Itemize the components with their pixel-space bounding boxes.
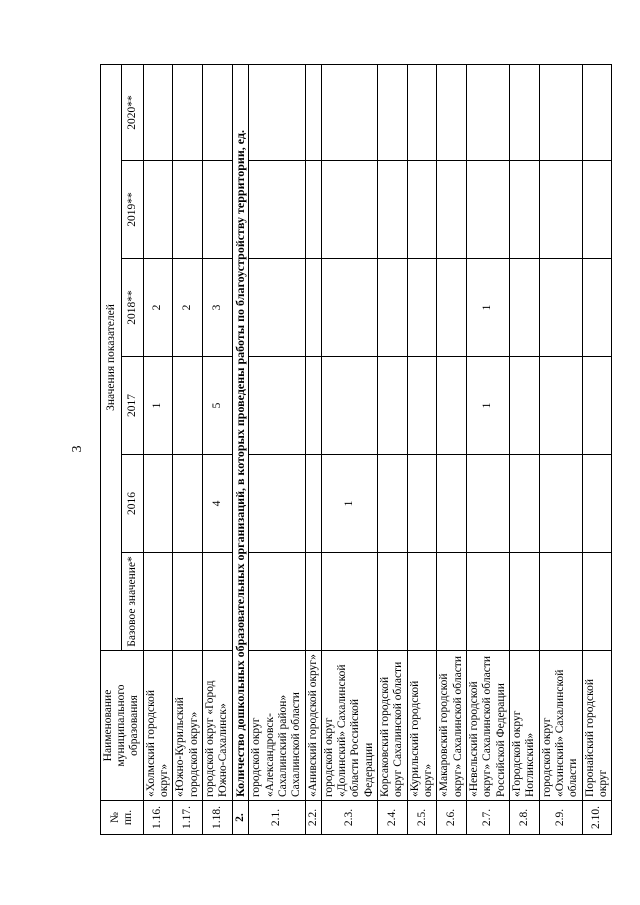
- cell-name: Поронайский городской округ: [582, 651, 612, 801]
- table-body-bottom: [249, 64, 612, 834]
- cell-num: 2.1.: [249, 801, 305, 835]
- cell-y2017: 1: [467, 357, 510, 455]
- cell-num: 2.2.: [305, 801, 321, 835]
- cell-base: [305, 553, 321, 651]
- cell-y2019: [582, 161, 612, 259]
- cell-y2019: [467, 161, 510, 259]
- header-2019: 2019**: [122, 161, 143, 259]
- cell-name: Корсаковский городской округ Сахалинской области: [378, 651, 408, 801]
- cell-y2018: [582, 259, 612, 357]
- cell-y2020: [582, 64, 612, 160]
- cell-y2019: [305, 161, 321, 259]
- cell-y2017: [305, 357, 321, 455]
- cell-y2016: [407, 455, 437, 553]
- cell-base: [143, 553, 173, 651]
- cell-base: [249, 553, 305, 651]
- table-row: [305, 64, 321, 834]
- cell-num: 2.5.: [407, 801, 437, 835]
- cell-y2016: [249, 455, 305, 553]
- table-body-top: [143, 64, 232, 834]
- cell-y2019: [143, 161, 173, 259]
- cell-y2020: [378, 64, 408, 160]
- cell-y2020: [407, 64, 437, 160]
- cell-name: городской округ «Александровск-Сахалинский район» Сахалинской области: [249, 651, 305, 801]
- header-num: № пп.: [101, 801, 144, 835]
- cell-num: 1.16.: [143, 801, 173, 835]
- table-row: [321, 64, 377, 834]
- cell-name: «Анивский городской округ»: [305, 651, 321, 801]
- cell-y2016: [437, 455, 467, 553]
- cell-base: [467, 553, 510, 651]
- cell-num: 2.6.: [437, 801, 467, 835]
- cell-name: «Курильский городской округ»: [407, 651, 437, 801]
- cell-name: городской округ «Охинский» Сахалинской области: [539, 651, 582, 801]
- cell-base: [582, 553, 612, 651]
- cell-y2016: [305, 455, 321, 553]
- cell-name: «Невельский городской округ» Сахалинской области Российской Федерации: [467, 651, 510, 801]
- cell-name: «Городской округ Ногликский»: [510, 651, 540, 801]
- cell-y2020: [321, 64, 377, 160]
- cell-y2017: 5: [202, 357, 232, 455]
- cell-y2016: [173, 455, 203, 553]
- cell-y2017: [407, 357, 437, 455]
- header-2018: 2018**: [122, 259, 143, 357]
- cell-y2018: 1: [467, 259, 510, 357]
- cell-y2019: [407, 161, 437, 259]
- section-num: 2.: [232, 801, 249, 835]
- cell-num: 1.17.: [173, 801, 203, 835]
- cell-base: [407, 553, 437, 651]
- cell-base: [539, 553, 582, 651]
- cell-y2018: [407, 259, 437, 357]
- cell-y2017: [378, 357, 408, 455]
- cell-y2019: [378, 161, 408, 259]
- header-2020: 2020**: [122, 64, 143, 160]
- cell-y2019: [510, 161, 540, 259]
- cell-y2016: 1: [321, 455, 377, 553]
- cell-y2018: [249, 259, 305, 357]
- cell-y2016: 4: [202, 455, 232, 553]
- cell-base: [510, 553, 540, 651]
- cell-y2017: [582, 357, 612, 455]
- header-2017: 2017: [122, 357, 143, 455]
- cell-y2018: [305, 259, 321, 357]
- cell-y2020: [467, 64, 510, 160]
- cell-y2019: [173, 161, 203, 259]
- cell-y2020: [249, 64, 305, 160]
- page-number: 3: [70, 445, 85, 453]
- table-row: [202, 64, 232, 834]
- cell-y2016: [378, 455, 408, 553]
- table-row: [173, 64, 203, 834]
- cell-base: [173, 553, 203, 651]
- header-base: Базовое значение*: [122, 553, 143, 651]
- cell-name: «Южно-Курильский городской округ»: [173, 651, 203, 801]
- cell-num: 2.10.: [582, 801, 612, 835]
- cell-y2017: [249, 357, 305, 455]
- cell-y2018: [539, 259, 582, 357]
- cell-y2020: [143, 64, 173, 160]
- cell-y2018: 2: [143, 259, 173, 357]
- table-row: [582, 64, 612, 834]
- cell-num: 2.8.: [510, 801, 540, 835]
- table-row: [249, 64, 305, 834]
- cell-num: 2.4.: [378, 801, 408, 835]
- cell-y2020: [510, 64, 540, 160]
- cell-name: городской округ «Город Южно-Сахалинск»: [202, 651, 232, 801]
- cell-base: [378, 553, 408, 651]
- cell-y2017: [510, 357, 540, 455]
- cell-y2017: [437, 357, 467, 455]
- table-row: [437, 64, 467, 834]
- header-values-group: Значения показателей: [101, 64, 122, 650]
- cell-y2019: [249, 161, 305, 259]
- cell-y2018: [510, 259, 540, 357]
- table-row: [467, 64, 510, 834]
- cell-y2020: [202, 64, 232, 160]
- header-name: Наименование муниципального образования: [101, 651, 144, 801]
- cell-y2016: [467, 455, 510, 553]
- cell-y2018: [321, 259, 377, 357]
- cell-y2016: [510, 455, 540, 553]
- cell-y2020: [437, 64, 467, 160]
- cell-y2020: [173, 64, 203, 160]
- header-2016: 2016: [122, 455, 143, 553]
- cell-name: «Холмский городской округ»: [143, 651, 173, 801]
- cell-base: [437, 553, 467, 651]
- table-row: [539, 64, 582, 834]
- cell-num: 2.7.: [467, 801, 510, 835]
- cell-num: 2.3.: [321, 801, 377, 835]
- cell-y2017: 1: [143, 357, 173, 455]
- table-row: [510, 64, 540, 834]
- cell-y2019: [437, 161, 467, 259]
- section-title: Количество дошкольных образовательных организаций, в которых проведены работы по благоустройству территории, ед.: [232, 64, 249, 800]
- cell-y2017: [321, 357, 377, 455]
- cell-y2017: [173, 357, 203, 455]
- cell-y2018: 2: [173, 259, 203, 357]
- cell-y2020: [539, 64, 582, 160]
- cell-y2018: 3: [202, 259, 232, 357]
- table-row: [378, 64, 408, 834]
- cell-name: «Макаровский городской округ» Сахалинской области: [437, 651, 467, 801]
- cell-y2019: [539, 161, 582, 259]
- rotated-table-container: [100, 65, 609, 835]
- cell-num: 1.18.: [202, 801, 232, 835]
- cell-y2016: [539, 455, 582, 553]
- cell-y2016: [143, 455, 173, 553]
- cell-y2017: [539, 357, 582, 455]
- indicators-table: [100, 64, 612, 835]
- cell-y2018: [378, 259, 408, 357]
- table-row: [143, 64, 173, 834]
- cell-num: 2.9.: [539, 801, 582, 835]
- table-row: [407, 64, 437, 834]
- cell-name: городской округ «Долинский» Сахалинской области Российской Федерации: [321, 651, 377, 801]
- cell-y2018: [437, 259, 467, 357]
- cell-y2016: [582, 455, 612, 553]
- cell-base: [202, 553, 232, 651]
- cell-base: [321, 553, 377, 651]
- cell-y2019: [202, 161, 232, 259]
- cell-y2020: [305, 64, 321, 160]
- section-2: [232, 64, 249, 834]
- cell-y2019: [321, 161, 377, 259]
